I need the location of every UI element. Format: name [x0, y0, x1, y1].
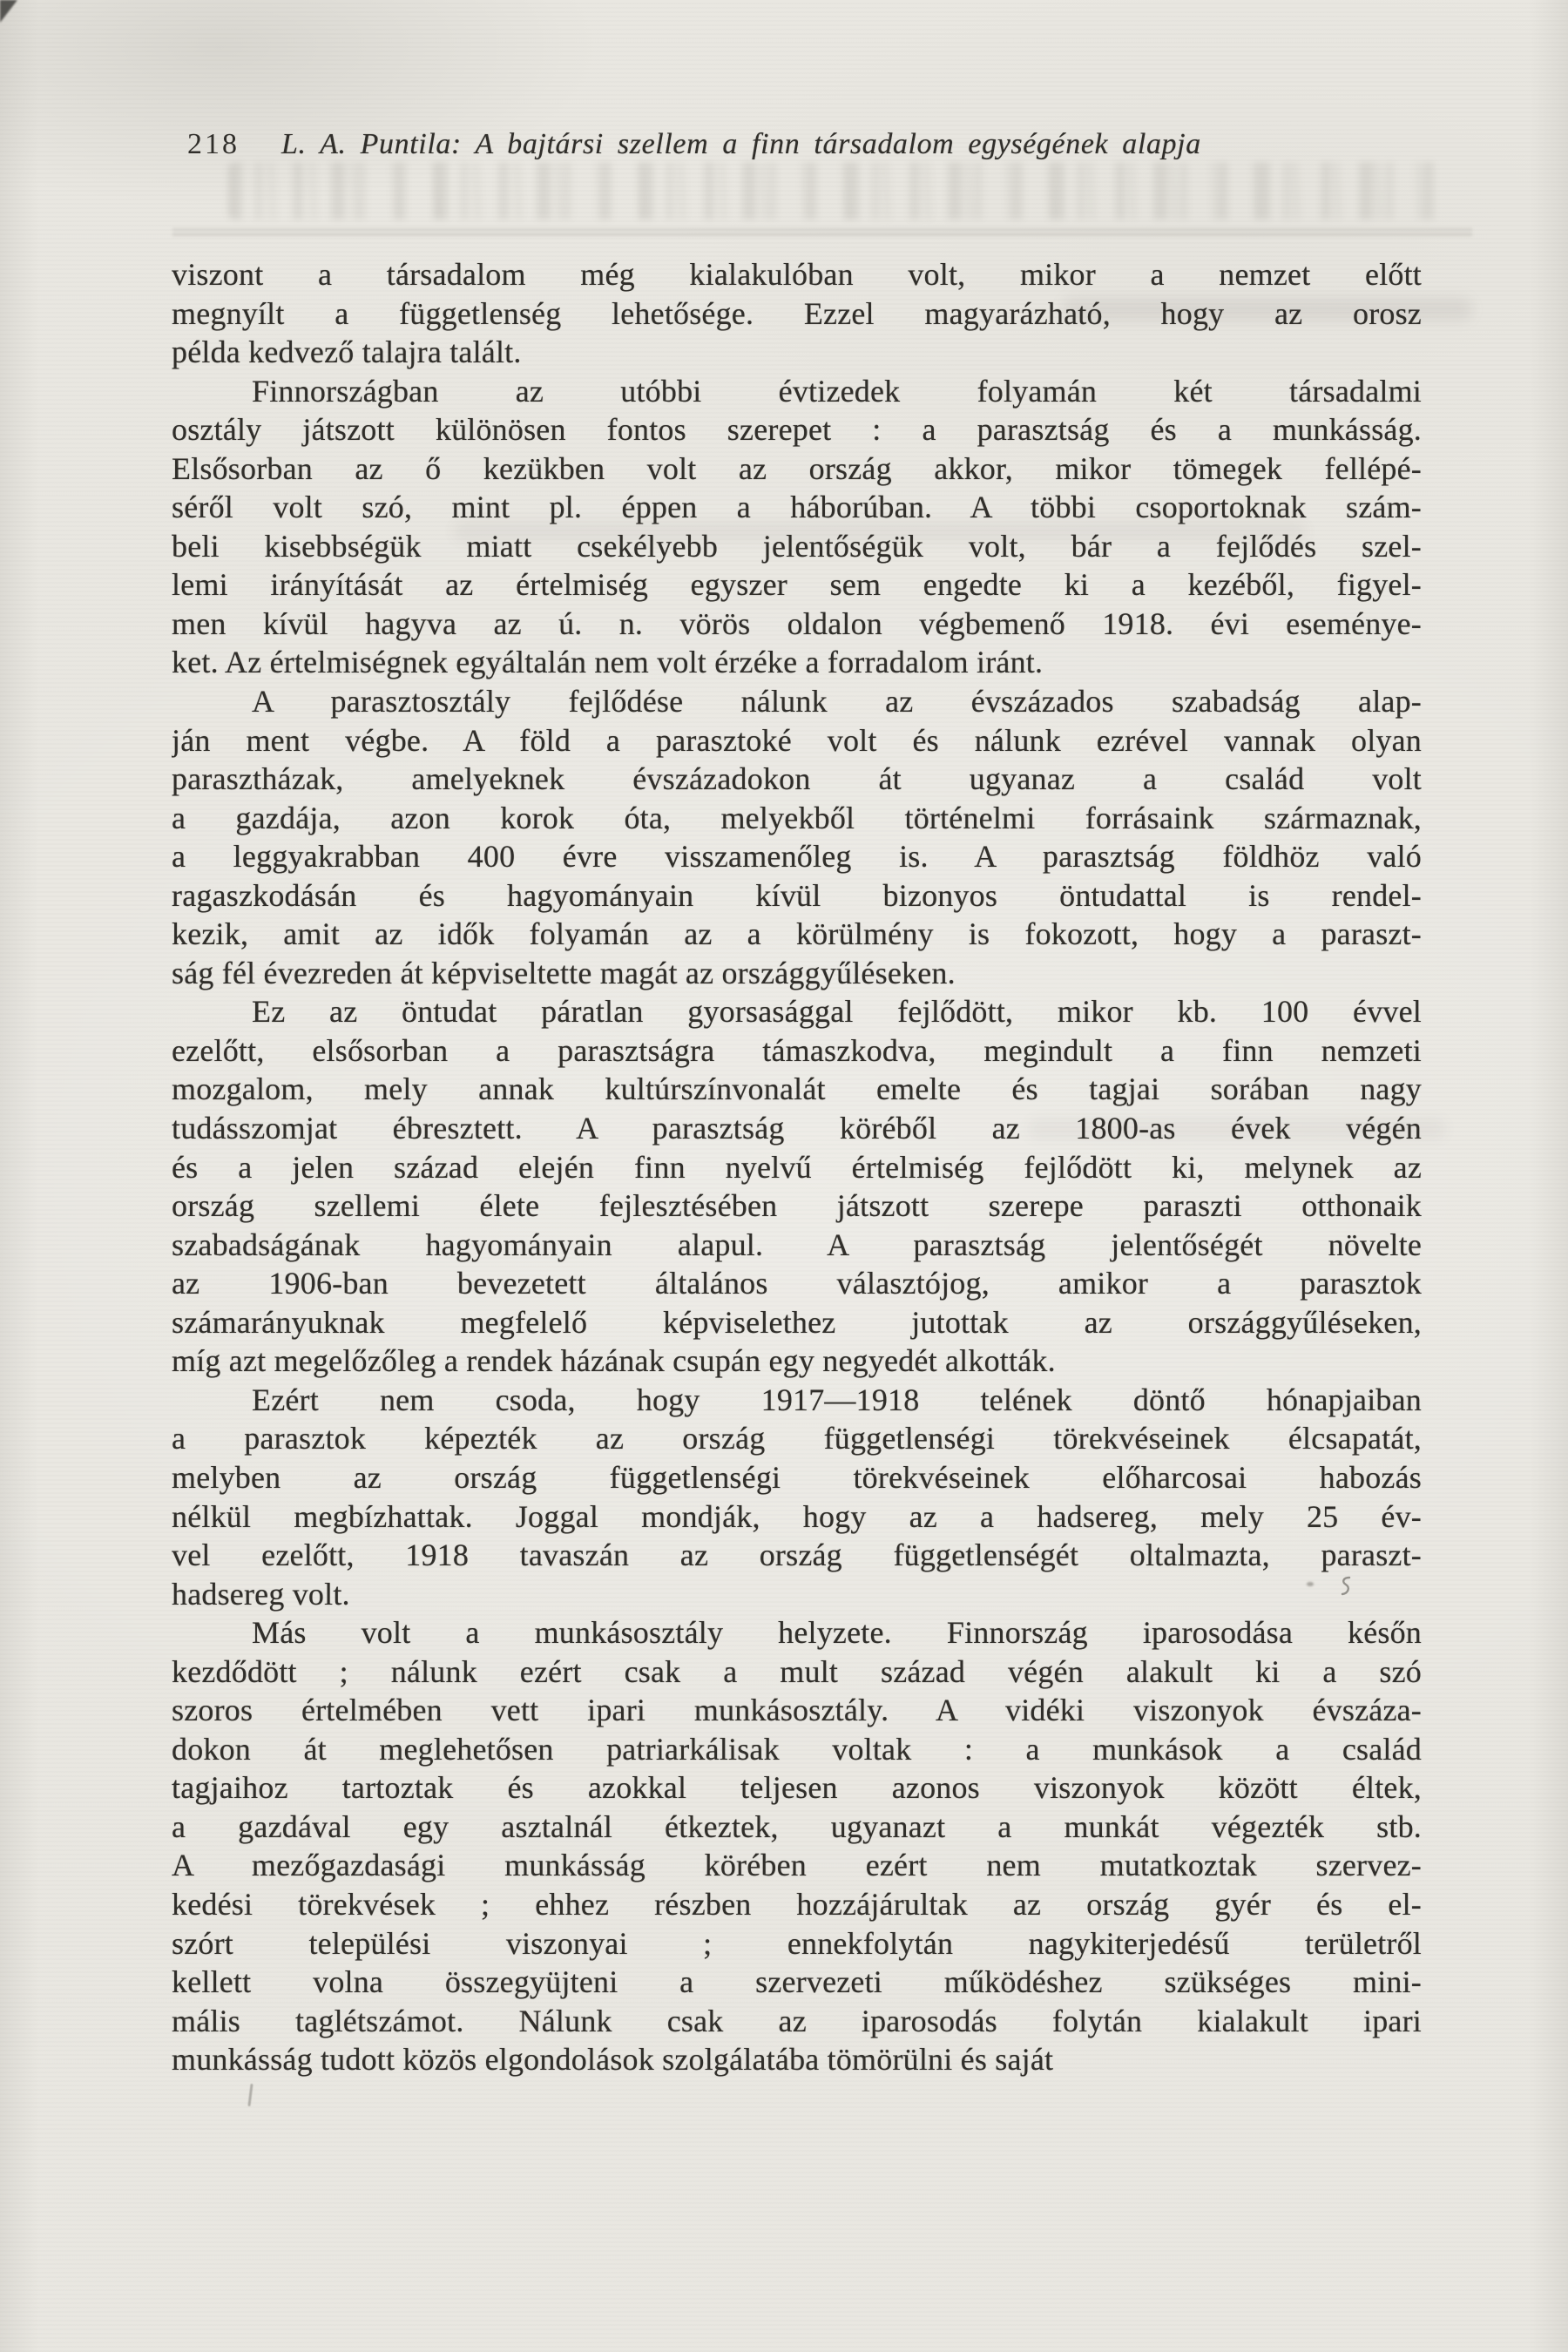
text-line: ján ment végbe. A föld a parasztoké volt és nálunk ezrével vannak olyan: [172, 722, 1422, 758]
paragraph: [172, 372, 1422, 682]
text-line: a parasztok képezték az ország függetlenségi törekvéseinek élcsapatát,: [172, 1421, 1422, 1456]
page-number: 218: [187, 128, 240, 160]
text-line: kezik, amit az idők folyamán az a körülmény is fokozott, hogy a paraszt-: [172, 916, 1422, 952]
paragraph: [172, 992, 1422, 1380]
paragraph: [172, 682, 1422, 992]
text-line: viszont a társadalom még kialakulóban volt, mikor a nemzet előtt: [172, 257, 1422, 292]
text-line: tagjaihoz tartoztak és azokkal teljesen azonos viszonyok között éltek,: [172, 1770, 1422, 1806]
text-line: kedési törekvések ; ehhez részben hozzájárultak az ország gyér és el-: [172, 1886, 1422, 1922]
text-line: szórt települési viszonyai ; ennekfolytán nagykiterjedésű területről: [172, 1925, 1422, 1961]
text-line: tudásszomjat ébresztett. A parasztság köréből az 1800-as évek végén: [172, 1111, 1422, 1146]
page-header: [187, 127, 1420, 162]
text-line: Finnországban az utóbbi évtizedek folyamán két társadalmi: [252, 373, 1422, 409]
text-line: Elsősorban az ő kezükben volt az ország akkor, mikor tömegek fellépé-: [172, 450, 1422, 486]
text-line: a leggyakrabban 400 évre visszamenőleg is. A parasztság földhöz való: [172, 839, 1422, 875]
paragraph: [172, 1613, 1422, 2079]
stray-mark-dot: [1307, 1582, 1314, 1586]
body-text: [172, 255, 1422, 2079]
text-line: ket. Az értelmiségnek egyáltalán nem volt érzéke a forradalom iránt.: [172, 645, 1044, 680]
text-line: Ezért nem csoda, hogy 1917—1918 telének döntő hónapjaiban: [252, 1382, 1422, 1417]
text-line: men kívül hagyva az ú. n. vörös oldalon végbemenő 1918. évi eseménye-: [172, 605, 1422, 641]
text-line: parasztházak, amelyeknek évszázadokon át ugyanaz a család volt: [172, 761, 1422, 797]
text-line: példa kedvező talajra talált.: [172, 335, 522, 370]
text-line: ezelőtt, elsősorban a parasztságra támaszkodva, megindult a finn nemzeti: [172, 1032, 1422, 1068]
paragraph: [172, 1381, 1422, 1613]
text-line: számarányuknak megfelelő képviselethez jutottak az országgyűléseken,: [172, 1304, 1422, 1340]
text-line: A parasztosztály fejlődése nálunk az évszázados szabadság alap-: [252, 684, 1422, 720]
text-line: mális taglétszámot. Nálunk csak az iparosodás folytán kialakult ipari: [172, 2003, 1422, 2038]
text-line: Más volt a munkásosztály helyzete. Finnország iparosodása későn: [252, 1615, 1422, 1651]
stray-mark-squiggle: [1338, 1575, 1354, 1598]
text-line: mozgalom, mely annak kultúrszínvonalát emelte és tagjai sorában nagy: [172, 1071, 1422, 1107]
running-head-title: L. A. Puntila: A bajtársi szellem a finn társadalom egységének alapja: [281, 128, 1201, 160]
text-line: Ez az öntudat páratlan gyorsasággal fejlődött, mikor kb. 100 évvel: [252, 994, 1422, 1030]
text-line: ország szellemi élete fejlesztésében játszott szerepe paraszti otthonaik: [172, 1188, 1422, 1224]
text-line: szabadságának hagyományain alapul. A parasztság jelentőségét növelte: [172, 1227, 1422, 1262]
text-line: ság fél évezreden át képviseltette magát az országgyűléseken.: [172, 955, 956, 990]
text-line: a gazdával egy asztalnál étkeztek, ugyanazt a munkát végezték stb.: [172, 1808, 1422, 1844]
text-line: vel ezelőtt, 1918 tavaszán az ország függetlenségét oltalmazta, paraszt-: [172, 1538, 1422, 1573]
text-line: és a jelen század elején finn nyelvű értelmiség fejlődött ki, melynek az: [172, 1149, 1422, 1185]
text-line: munkásság tudott közös elgondolások szolgálatába tömörülni és saját: [172, 2042, 1054, 2078]
text-line: séről volt szó, mint pl. éppen a háborúban. A többi csoportoknak szám-: [172, 490, 1422, 525]
text-line: szoros értelmében vett ipari munkásosztály. A vidéki viszonyok évszáza-: [172, 1693, 1422, 1728]
text-line: hadsereg volt.: [172, 1576, 350, 1612]
text-line: nélkül megbízhattak. Joggal mondják, hogy az a hadsereg, mely 25 év-: [172, 1498, 1422, 1534]
bleed-through-rule: [172, 228, 1472, 236]
bleed-through-ghost-title: [228, 162, 1444, 220]
text-line: kellett volna összegyüjteni a szervezeti működéshez szükséges mini-: [172, 1964, 1422, 2000]
text-line: osztály játszott különösen fontos szerepet : a parasztság és a munkásság.: [172, 412, 1422, 448]
text-line: ragaszkodásán és hagyományain kívül bizonyos öntudattal is rendel-: [172, 877, 1422, 913]
text-line: A mezőgazdasági munkásság körében ezért nem mutatkoztak szervez-: [172, 1848, 1422, 1883]
text-line: lemi irányítását az értelmiség egyszer sem engedte ki a kezéből, figyel-: [172, 567, 1422, 603]
text-line: megnyílt a függetlenség lehetősége. Ezzel magyarázható, hogy az orosz: [172, 295, 1422, 331]
margin-scratch: [247, 2084, 253, 2106]
scan-corner-mark: [0, 0, 17, 23]
text-line: kezdődött ; nálunk ezért csak a mult század végén alakult ki a szó: [172, 1653, 1422, 1689]
text-line: melyben az ország függetlenségi törekvéseinek előharcosai habozás: [172, 1459, 1422, 1495]
text-line: beli kisebbségük miatt csekélyebb jelentőségük volt, bár a fejlődés szel-: [172, 528, 1422, 564]
text-line: az 1906-ban bevezetett általános választójog, amikor a parasztok: [172, 1266, 1422, 1301]
text-line: a gazdája, azon korok óta, melyekből történelmi forrásaink származnak,: [172, 800, 1422, 835]
text-line: dokon át meglehetősen patriarkálisak voltak : a munkások a család: [172, 1731, 1422, 1767]
text-line: míg azt megelőzőleg a rendek házának csupán egy negyedét alkották.: [172, 1343, 1056, 1379]
paragraph: [172, 255, 1422, 372]
